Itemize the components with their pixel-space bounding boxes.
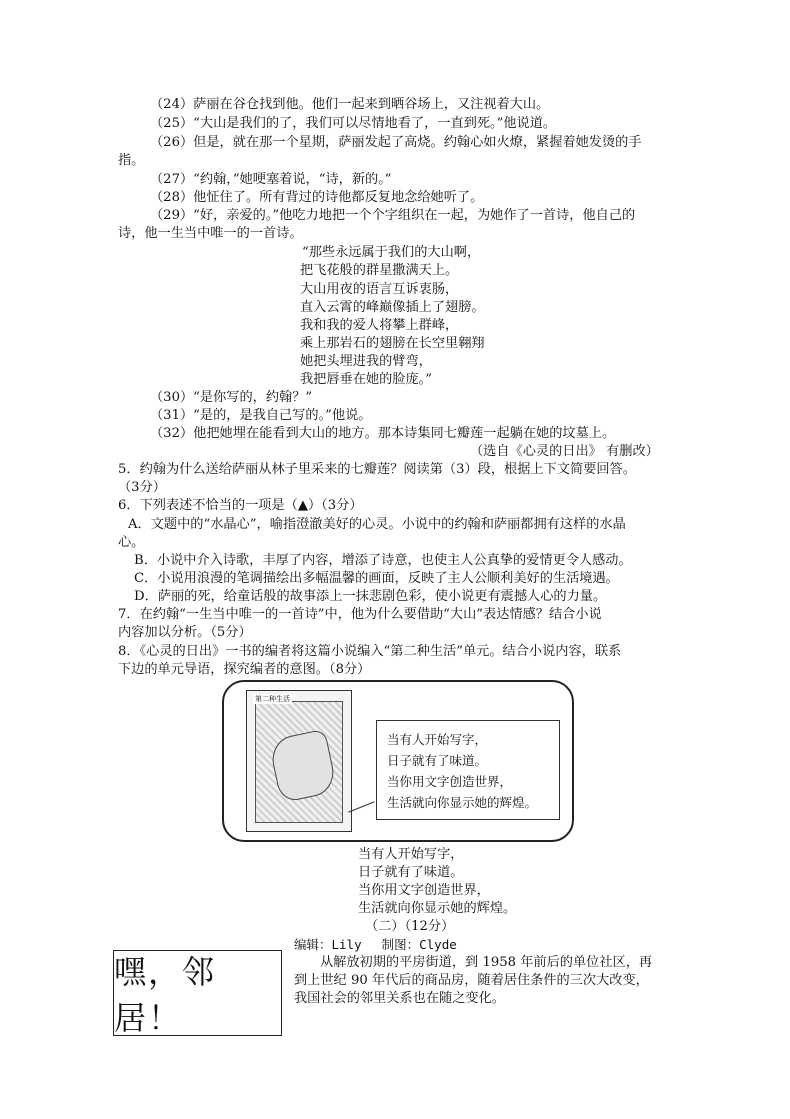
- poem-line-6: 乘上那岩石的翅膀在长空里翱翔: [300, 336, 485, 351]
- caption-line-3: 当你用文字创造世界，: [358, 883, 490, 898]
- intro-line-2: 到上世纪 90 年代后的商品房，随着居住条件的三次大改变，: [294, 973, 649, 988]
- poem-line-7: 她把头埋进我的臂弯，: [300, 354, 432, 369]
- poem-line-4: 直入云霄的峰巅像插上了翅膀。: [300, 300, 485, 315]
- option-d: D．萨丽的死，给童话般的故事添上一抹悲剧色彩，使小说更有震撼人心的力量。: [134, 589, 607, 604]
- question-5-line2: （3分）: [118, 480, 166, 495]
- question-5-line1: 5．约翰为什么送给萨丽从林子里采来的七瓣莲？阅读第（3）段，根据上下文简要回答。: [118, 462, 636, 477]
- question-8-line2: 下边的单元导语，探究编者的意图。（8分）: [118, 662, 371, 677]
- paragraph-27: （27）“约翰，”她哽塞着说，“诗，新的。”: [150, 172, 392, 187]
- poem-line-5: 我和我的爱人将攀上群峰，: [300, 318, 459, 333]
- question-7-line1: 7．在约翰“一生当中唯一的一首诗”中，他为什么要借助“大山”表达情感？结合小说: [118, 607, 602, 622]
- intro-line-3: 我国社会的邻里关系也在随之变化。: [294, 991, 505, 1006]
- unit-intro-illustration: [222, 680, 574, 842]
- question-7-line2: 内容加以分析。（5分）: [118, 625, 252, 640]
- paragraph-25: （25）“大山是我们的了，我们可以尽情地看了，一直到死。”他说道。: [150, 116, 557, 131]
- poem-line-1: “那些永远属于我们的大山啊，: [302, 245, 481, 260]
- paragraph-32: （32）他把她埋在能看到大山的地方。那本诗集同七瓣莲一起躺在她的坟墓上。: [150, 426, 616, 441]
- book-cover-image: [246, 690, 352, 832]
- source-note: （选自《心灵的日出》 有删改）: [470, 444, 659, 459]
- paragraph-28: （28）他怔住了。所有背过的诗他都反复地念给她听了。: [150, 190, 484, 205]
- paragraph-26-line1: （26）但是，就在那一个星期，萨丽发起了高烧。约翰心如火燎，紧握着她发烫的手: [150, 135, 642, 150]
- poem-line-3: 大山用夜的语言互诉衷肠，: [300, 282, 459, 297]
- option-a-line2: 心。: [118, 535, 145, 550]
- caption-line-2: 日子就有了味道。: [358, 865, 464, 880]
- book-cover-art: [255, 701, 343, 823]
- option-c: C．小说用浪漫的笔调描绘出多幅温馨的画面，反映了主人公顺利美好的生活境遇。: [134, 571, 619, 586]
- poem-line-8: 我把唇垂在她的脸庞。”: [300, 372, 433, 387]
- caption-line-4: 生活就向你显示她的辉煌。: [358, 901, 517, 916]
- note-line-1: 当有人开始写字，: [387, 732, 488, 747]
- poem-line-2: 把飞花般的群星撒满天上。: [300, 263, 459, 278]
- paragraph-29-line1: （29）“好，亲爱的。”他吃力地把一个个字组织在一起，为她作了一首诗，他自己的: [150, 208, 636, 223]
- caption-line-1: 当有人开始写字，: [358, 847, 464, 862]
- note-line-4: 生活就向你显示她的辉煌。: [387, 795, 538, 810]
- section-2-title: 嘿，邻居！: [113, 950, 282, 1036]
- note-line-3: 当你用文字创造世界，: [387, 774, 513, 789]
- unit-intro-note: [376, 720, 560, 820]
- paragraph-26-line2: 指。: [118, 153, 145, 168]
- paragraph-29-line2: 诗，他一生当中唯一的一首诗。: [118, 226, 303, 241]
- note-line-2: 日子就有了味道。: [387, 753, 488, 768]
- writing-hand-icon: [268, 729, 338, 804]
- book-title: 第二种生活: [255, 695, 290, 703]
- option-b: B．小说中介入诗歌，丰厚了内容，增添了诗意，也使主人公真挚的爱情更令人感动。: [134, 553, 632, 568]
- editor-credit: 编辑：Lily 制图：Clyde: [294, 937, 457, 952]
- question-8-line1: 8．《心灵的日出》一书的编者将这篇小说编入“第二种生活”单元。结合小说内容，联系: [118, 644, 622, 659]
- paragraph-31: （31）“是的，是我自己写的。”他说。: [150, 408, 372, 423]
- paragraph-24: （24）萨丽在谷仓找到他。他们一起来到晒谷场上，又注视着大山。: [150, 97, 550, 112]
- option-a-line1: A．文题中的“水晶心”，喻指澄澈美好的心灵。小说中的约翰和萨丽都拥有这样的水晶: [128, 517, 626, 532]
- section-2-heading: （二）（12分）: [365, 919, 455, 934]
- question-6: 6．下列表述不恰当的一项是（▲）（3分）: [118, 498, 363, 513]
- paragraph-30: （30）“是你写的，约翰？”: [150, 390, 313, 405]
- intro-line-1: 从解放初期的平房街道，到 1958 年前后的单位社区，再: [320, 955, 653, 970]
